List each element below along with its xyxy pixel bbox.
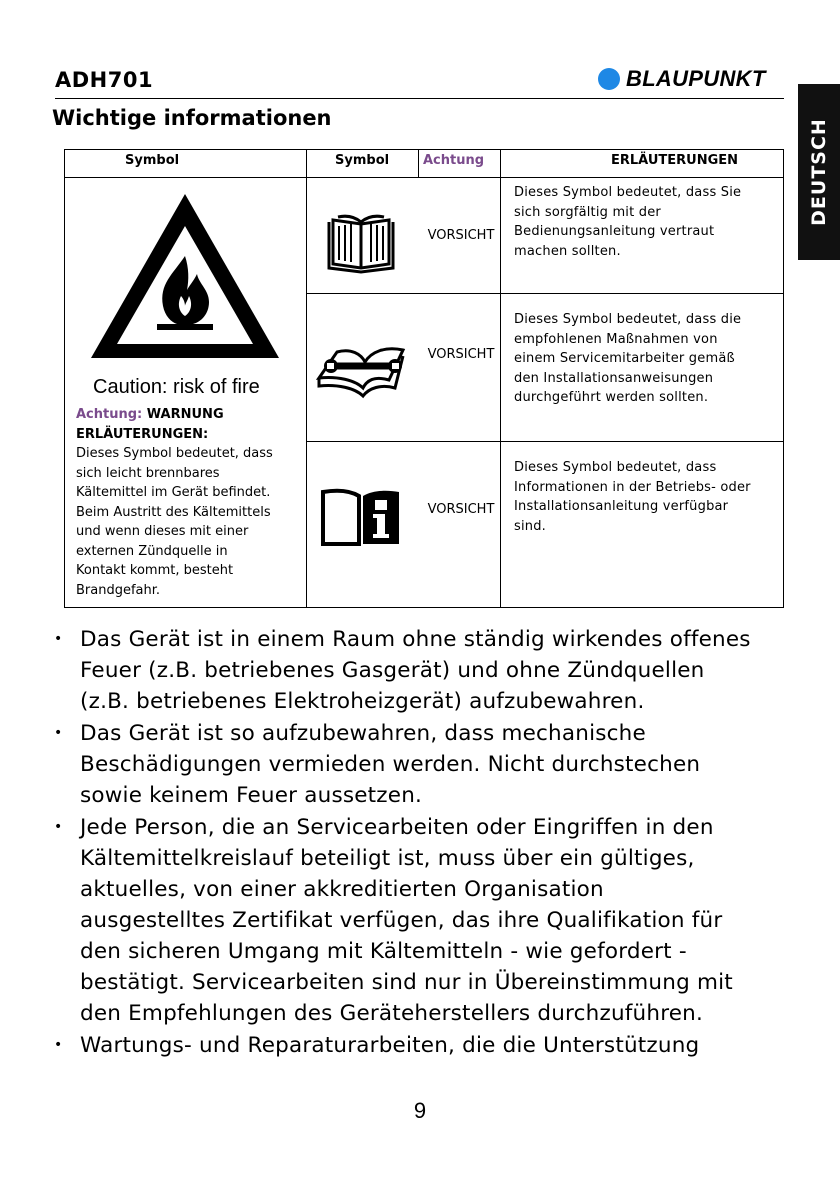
header-symbol-1: Symbol: [125, 153, 180, 168]
desc-line: empfohlenen Maßnahmen von: [514, 331, 718, 347]
fire-caution-caption: Caution: risk of fire: [93, 376, 260, 398]
table-divider: [306, 150, 307, 607]
bullet-line: bestätigt. Servicearbeiten sind nur in Übereinstimmung mit: [80, 970, 733, 995]
wrench-manual-icon: [315, 332, 411, 402]
bullet-line: den Empfehlungen des Geräteherstellers durchzuführen.: [80, 1001, 704, 1026]
header-achtung: Achtung: [423, 153, 485, 168]
bullet-line: Das Gerät ist in einem Raum ohne ständig wirkendes offenes: [80, 627, 751, 652]
row-achtung: VORSICHT: [427, 347, 495, 362]
desc-line: Dieses Symbol bedeutet, dass Sie: [514, 185, 742, 200]
fire-line: sich leicht brennbares: [76, 465, 220, 481]
achtung-line: [76, 405, 306, 425]
row-description: [514, 458, 779, 536]
row-description: [514, 310, 779, 408]
fire-line: Brandgefahr.: [76, 582, 161, 598]
bullet-line: (z.B. betriebenes Elektroheizgerät) aufzubewahren.: [80, 689, 645, 714]
fire-explanation: [76, 405, 306, 600]
fire-line: und wenn dieses mit einer: [76, 524, 249, 539]
bullet-line: den sicheren Umgang mit Kältemitteln - wie gefordert -: [80, 939, 687, 964]
page-number: 9: [413, 1098, 427, 1123]
table-divider: [65, 177, 783, 178]
bullet-item: [54, 1030, 790, 1061]
desc-line: Bedienungsanleitung vertraut: [514, 224, 715, 239]
fire-line: Beim Austritt des Kältemittels: [76, 504, 271, 520]
bullet-line: ausgestelltes Zertifikat verfügen, das ihre Qualifikation für: [80, 908, 723, 933]
header-symbol-2: Symbol: [335, 153, 390, 168]
bullet-dot-icon: •: [54, 725, 63, 741]
desc-line: machen sollten.: [514, 243, 621, 259]
fire-warning-icon: [85, 186, 285, 366]
fire-line: Kontakt kommt, besteht: [76, 563, 234, 578]
desc-line: Installationsanleitung verfügbar: [514, 499, 729, 514]
language-tab-label: DEUTSCH: [808, 118, 831, 226]
table-divider: [500, 150, 501, 607]
bullet-dot-icon: •: [54, 1037, 63, 1053]
brand-name: BLAUPUNKT: [626, 66, 766, 91]
bullet-line: Jede Person, die an Servicearbeiten oder Eingriffen in den: [80, 815, 714, 840]
desc-line: Dieses Symbol bedeutet, dass: [514, 460, 717, 475]
bullet-line: aktuelles, von einer akkreditierten Organisation: [80, 877, 604, 902]
desc-line: Dieses Symbol bedeutet, dass die: [514, 312, 742, 327]
brand-dot-icon: [598, 68, 620, 90]
page-title: Wichtige informationen: [52, 106, 332, 130]
bullet-line: Wartungs- und Reparaturarbeiten, die die Unterstützung: [80, 1033, 700, 1058]
row-achtung: VORSICHT: [427, 228, 495, 243]
row-description: [514, 183, 779, 261]
desc-line: den Installationsanweisungen: [514, 370, 714, 386]
bullet-item: [54, 718, 790, 811]
bullet-item: [54, 624, 790, 717]
achtung-value: WARNUNG: [146, 407, 224, 422]
fire-line: Dieses Symbol bedeutet, dass: [76, 446, 273, 461]
language-tab: [798, 84, 840, 260]
fire-line: externen Zündquelle in: [76, 543, 228, 559]
achtung-label: Achtung:: [76, 407, 143, 422]
desc-line: sind.: [514, 518, 547, 534]
header-divider: [55, 98, 784, 99]
bullet-line: sowie keinem Feuer aussetzen.: [80, 783, 423, 808]
table-divider: [418, 150, 419, 177]
fire-line: Kältemittel im Gerät befindet.: [76, 485, 271, 500]
bullet-line: Feuer (z.B. betriebenes Gasgerät) und ohne Zündquellen: [80, 658, 705, 683]
erlaeuterungen-label: ERLÄUTERUNGEN:: [76, 426, 209, 442]
row-achtung: VORSICHT: [427, 502, 495, 517]
model-number: ADH701: [55, 68, 154, 92]
brand-logo: [598, 66, 766, 92]
desc-line: Informationen in der Betriebs- oder: [514, 479, 751, 495]
bullet-item: [54, 812, 790, 1029]
table-divider: [306, 441, 783, 442]
bullet-line: Kältemittelkreislauf beteiligt ist, muss über ein gültiges,: [80, 846, 695, 871]
desc-line: einem Servicemitarbeiter gemäß: [514, 351, 735, 366]
desc-line: durchgeführt werden sollten.: [514, 390, 709, 405]
bullet-line: Beschädigungen vermieden werden. Nicht durchstechen: [80, 752, 701, 777]
desc-line: sich sorgfältig mit der: [514, 204, 661, 220]
book-icon: [327, 212, 397, 274]
bullet-dot-icon: •: [54, 631, 63, 647]
bullet-dot-icon: •: [54, 819, 63, 835]
symbol-table: [64, 149, 784, 608]
info-manual-icon: [319, 486, 403, 550]
bullet-line: Das Gerät ist so aufzubewahren, dass mechanische: [80, 721, 646, 746]
table-divider: [306, 293, 783, 294]
header-erlaeuterungen: ERLÄUTERUNGEN: [611, 153, 739, 168]
